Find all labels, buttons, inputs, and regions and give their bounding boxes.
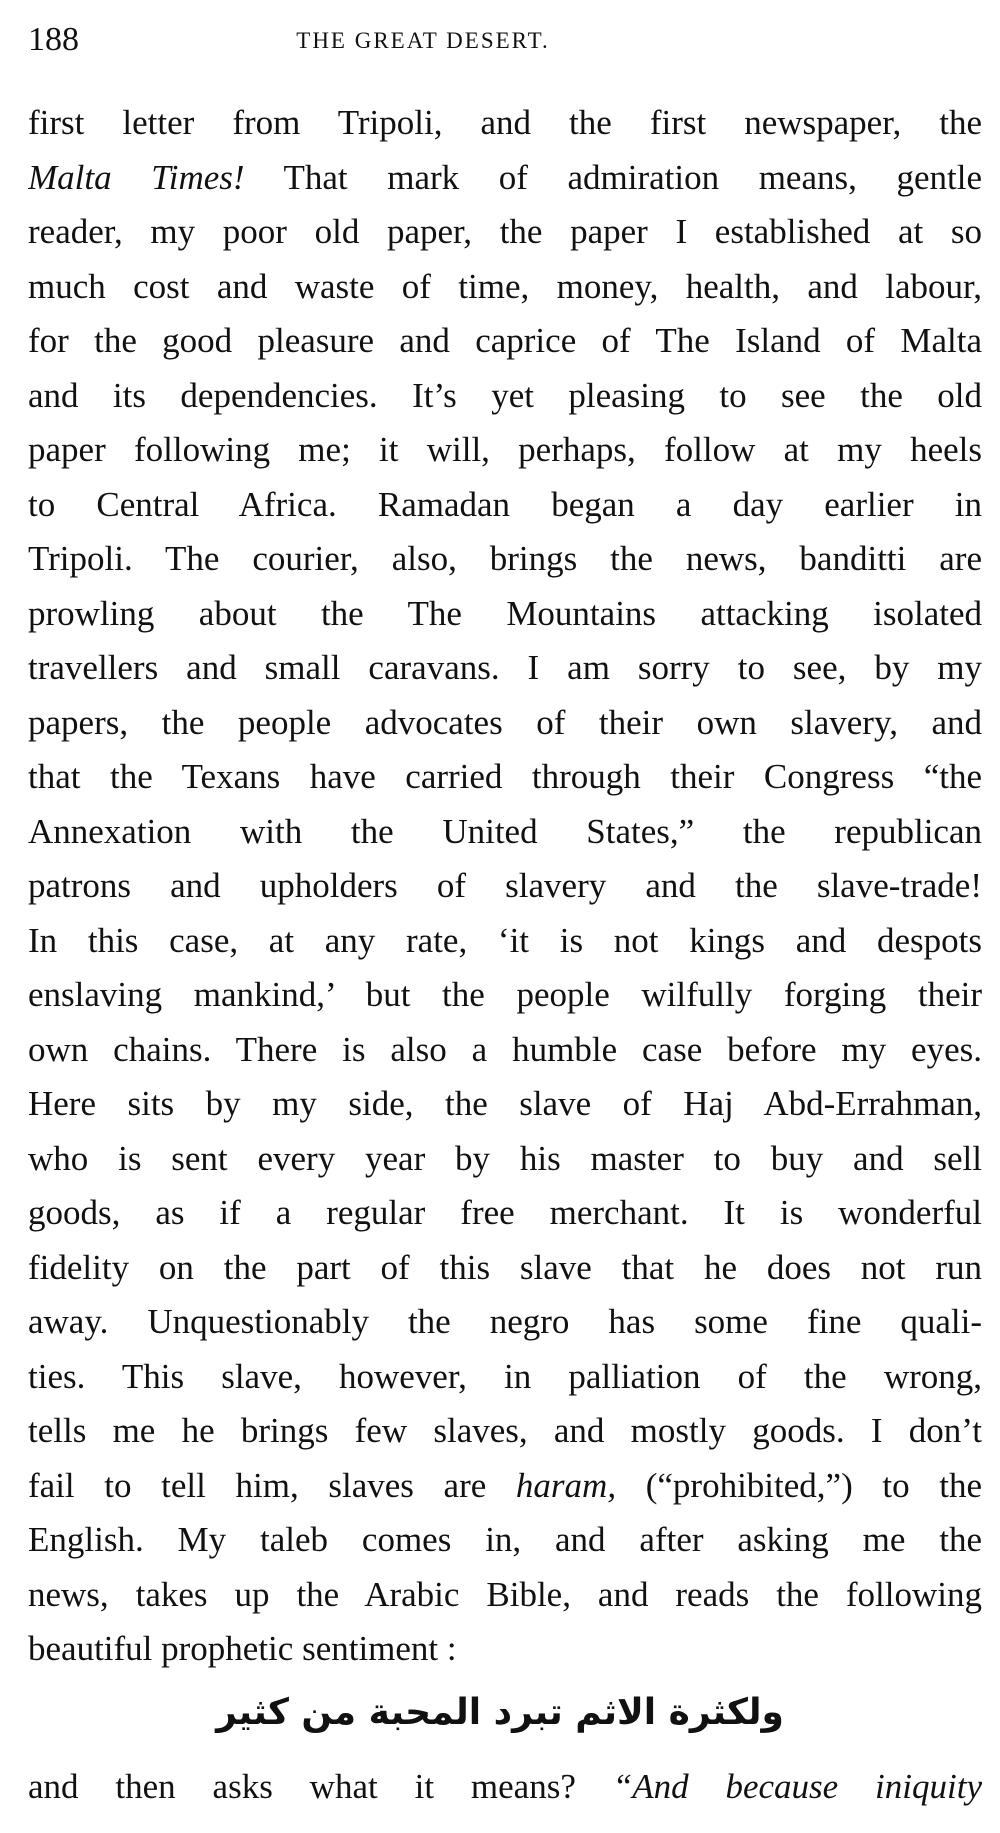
text-line — [28, 1404, 982, 1459]
text-line — [28, 205, 982, 260]
text-line — [28, 914, 982, 969]
italic-run: Malta Times! — [28, 157, 245, 197]
text-line — [28, 314, 982, 369]
body-text — [28, 96, 982, 1677]
text-line — [28, 1132, 982, 1187]
text-run: patrons and upholders of slavery and the slave-trade! — [28, 866, 982, 905]
text-line — [28, 859, 982, 914]
italic-run: haram, — [515, 1465, 617, 1505]
text-line — [28, 260, 982, 315]
text-run: Tripoli. The courier, also, brings the news, banditti are — [28, 539, 982, 578]
text-line — [28, 1459, 982, 1514]
text-run: In this case, at any rate, ‘it is not kings and despots — [28, 920, 982, 960]
text-line — [28, 968, 982, 1023]
text-line — [28, 478, 982, 533]
text-line — [28, 1023, 982, 1078]
page-number: 188 — [28, 21, 79, 58]
text-run: who is sent every year by his master to buy and sell — [28, 1138, 982, 1178]
text-run: English. My taleb comes in, and after asking me the — [28, 1520, 982, 1559]
text-run: fail to tell him, slaves are — [28, 1465, 516, 1505]
italic-run: “And because iniquity — [612, 1767, 982, 1806]
text-run: prowling about the The Mountains attacking isolated — [28, 593, 982, 633]
text-run: Annexation with the United States,” the republican — [28, 811, 982, 851]
text-line — [28, 151, 982, 206]
text-line — [28, 1186, 982, 1241]
text-run: (“prohibited,”) to the — [616, 1465, 982, 1505]
text-line — [28, 696, 982, 751]
text-run: to Central Africa. Ramadan began a day earlier in — [28, 484, 982, 524]
text-line — [28, 369, 982, 424]
running-head — [28, 14, 958, 62]
text-line — [28, 805, 982, 860]
text-run: and its dependencies. It’s yet pleasing to see the old — [28, 375, 982, 415]
text-line — [28, 641, 982, 696]
text-line — [28, 587, 982, 642]
text-run: news, takes up the Arabic Bible, and reads the following — [28, 1574, 982, 1614]
text-run: much cost and waste of time, money, health, and labour, — [28, 266, 982, 306]
text-line — [28, 1295, 982, 1350]
text-line — [28, 1077, 982, 1132]
text-line — [28, 1622, 982, 1677]
closing-line — [28, 1760, 982, 1814]
text-run: that the Texans have carried through their Congress “the — [28, 757, 982, 796]
running-title: THE GREAT DESERT. — [296, 28, 550, 53]
text-run: beautiful prophetic sentiment : — [28, 1629, 457, 1668]
text-run: goods, as if a regular free merchant. It is wonderful — [28, 1193, 982, 1232]
text-line — [28, 1350, 982, 1405]
text-run: fidelity on the part of this slave that he does not run — [28, 1247, 982, 1287]
text-run: enslaving mankind,’ but the people wilfully forging their — [28, 975, 982, 1014]
text-run: ties. This slave, however, in palliation of the wrong, — [28, 1356, 982, 1396]
text-run: own chains. There is also a humble case before my eyes. — [28, 1029, 982, 1069]
text-line — [28, 423, 982, 478]
text-run: for the good pleasure and caprice of The Island of Malta — [28, 321, 982, 360]
text-run: first letter from Tripoli, and the first newspaper, the — [28, 103, 982, 142]
text-run: That mark of admiration means, gentle — [244, 157, 982, 197]
text-run: away. Unquestionably the negro has some fine quali- — [28, 1302, 982, 1341]
text-line — [28, 1241, 982, 1296]
text-run: tells me he brings few slaves, and mostly goods. I don’t — [28, 1411, 982, 1450]
text-run: reader, my poor old paper, the paper I established at so — [28, 212, 982, 251]
text-line — [28, 1513, 982, 1568]
arabic-quotation: ولكثرة الاثم تبرد المحبة من كثير — [216, 1692, 784, 1733]
text-line — [28, 96, 982, 151]
text-run: travellers and small caravans. I am sorry to see, by my — [28, 648, 982, 687]
text-line — [28, 532, 982, 587]
text-line — [28, 750, 982, 805]
text-run: Here sits by my side, the slave of Haj Abd-Errahman, — [28, 1084, 982, 1123]
text-run: paper following me; it will, perhaps, follow at my heels — [28, 430, 982, 469]
text-run: and then asks what it means? — [28, 1767, 613, 1806]
text-run: papers, the people advocates of their own slavery, and — [28, 702, 982, 742]
text-line — [28, 1568, 982, 1623]
